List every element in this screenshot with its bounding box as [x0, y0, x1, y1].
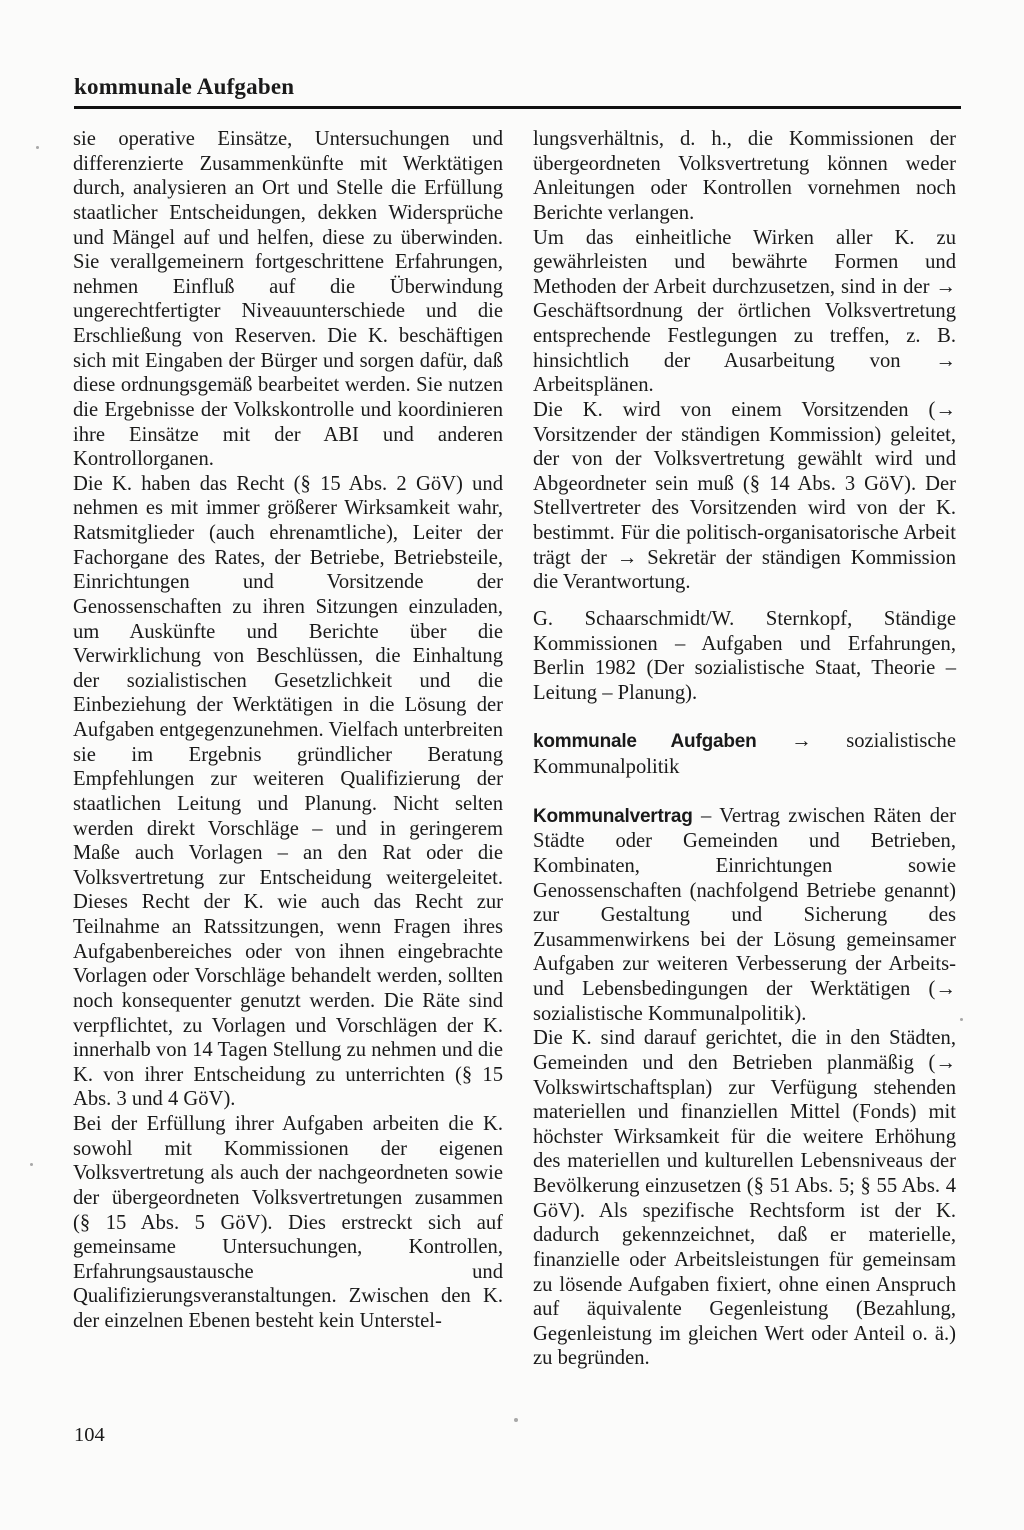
left-column: [73, 127, 503, 1334]
right-paragraph-2: Um das einheitliche Wirken aller K. zu gewährleisten und bewährte Formen und Methoden der Arbeit durchzusetzen, sind in der → Geschäftsordnung der örtlichen Volksvertretung entsprechende Festlegungen zu treffen, z. B. hinsichtlich der Ausarbeitung von → Arbeitsplänen.: [533, 226, 956, 397]
left-paragraph-1: sie operative Einsätze, Untersuchungen und differenzierte Zusammenkünfte mit Werktätigen durch, analysieren an Ort und Stelle die Erfüllung staatlicher Entscheidungen, dekken Widersprüche und Mängel auf und helfen, diese zu überwinden. Sie verallgemeinern fortgeschrittene Erfahrungen, nehmen Einfluß auf die Überwindung ungerechtfertigter Niveauunterschiede und die Erschließung von Reserven. Die K. beschäftigen sich mit Eingaben der Bürger und sorgen dafür, daß diese ordnungsgemäß bearbeitet werden. Sie nutzen die Ergebnisse der Volkskontrolle und koordinieren ihre Einsätze mit der ABI und anderen Kontrollorganen.: [73, 128, 503, 471]
scan-speck: [514, 1418, 518, 1422]
scan-speck: [960, 1018, 963, 1021]
running-header: [74, 72, 961, 109]
right-paragraph-3: Die K. wird von einem Vorsitzenden (→ Vorsitzender der ständigen Kommission) geleitet, der von der Volksvertretung gewählt wird und Abgeordneter sein muß (§ 14 Abs. 3 GöV). Der Stellvertreter des Vorsitzenden wird von der K. bestimmt. Für die politisch-organisatorische Arbeit trägt der → Sekretär der ständigen Kommission die Verantwortung.: [533, 398, 956, 594]
scan-speck: [30, 1163, 33, 1166]
entry-kommunale-aufgaben: [533, 729, 956, 779]
entry-kommunalvertrag: [533, 804, 956, 1027]
scan-speck: [36, 146, 39, 149]
header-title: kommunale Aufgaben: [74, 74, 295, 99]
left-paragraph-2: Die K. haben das Recht (§ 15 Abs. 2 GöV) und nehmen es mit immer größerer Wirksamkeit wahr, Ratsmitglieder (auch ehrenamtliche), Leiter der Fachorgane des Rates, der Betriebe, Betriebsteile, Einrichtungen und Vorsitzende der Genossenschaften zu ihren Sitzungen einzuladen, um Auskünfte und Berichte über die Verwirklichung von Beschlüssen, die Einhaltung der sozialistischen Gesetzlichkeit und die Einbeziehung der Werktätigen in die Lösung der Aufgaben entgegenzunehmen. Vielfach unterbreiten sie im Ergebnis gründlicher Beratung Empfehlungen zur weiteren Qualifizierung der staatlichen Leitung und Planung. Nicht selten werden direkt Vorschläge – und in geringerem Maße auch Vorlagen – an den Rat oder die Volksvertretung zur Entscheidung weitergeleitet. Dieses Recht der K. wie auch das Recht zur Teilnahme an Ratssitzungen, wenn Fragen ihres Aufgabenbereiches oder von ihnen eingebrachte Vorlagen oder Vorschläge behandelt werden, sollten noch konsequenter genutzt werden. Die Räte sind verpflichtet, zu Vorlagen und Vorschlägen der K. innerhalb von 14 Tagen Stellung zu nehmen und die K. von ihrer Entscheidung zu unterrichten (§ 15 Abs. 3 und 4 GöV).: [73, 472, 503, 1111]
page-number: 104: [74, 1424, 105, 1446]
entry-text-kommunale-aufgaben: → sozialistische Kommunalpolitik: [533, 730, 956, 778]
entry-kommunalvertrag-continuation: Die K. sind darauf gerichtet, die in den Städten, Gemeinden und den Betrieben planmäßig (→ Volkswirtschaftsplan) zur Verfügung stehenden materiellen und finanziellen Mittel (Fonds) mit höchster Wirksamkeit für die weitere Erhöhung des materiellen und kulturellen Lebensniveaus der Bevölkerung einzusetzen (§ 51 Abs. 5; § 55 Abs. 4 GöV). Als spezifische Rechtsform ist der K. dadurch gekennzeichnet, daß er materielle, finanzielle oder Arbeitsleistungen für gemeinsam zu lösende Aufgaben fixiert, ohne einen Anspruch auf äquivalente Gegenleistung (Bezahlung, Gegenleistung im gleichen Wert oder Anteil o. ä.) zu begründen.: [533, 1027, 956, 1370]
entry-term-kommunale-aufgaben: kommunale Aufgaben: [533, 731, 757, 753]
entry-text-kommunalvertrag: – Vertrag zwischen Räten der Städte oder Gemeinden und Betrieben, Kombinaten, Einrichtungen sowie Genossenschaften (nachfolgend Betriebe genannt) zur Gestaltung und Sicherung des Zusammenwirkens bei der Lösung gemeinsamer Aufgaben zur weiteren Verbesserung der Arbeits- und Lebensbedingungen der Werktätigen (→ sozialistische Kommunalpolitik).: [533, 804, 956, 1025]
right-column: [533, 127, 956, 1371]
left-paragraph-3: Bei der Erfüllung ihrer Aufgaben arbeiten die K. sowohl mit Kommissionen der eigenen Volksvertretung als auch der nachgeordneten sowie der übergeordneten Volksvertretungen zusammen (§ 15 Abs. 5 GöV). Dies erstreckt sich auf gemeinsame Untersuchungen, Kontrollen, Erfahrungsaustausche und Qualifizierungsveranstaltungen. Zwischen den K. der einzelnen Ebenen besteht kein Unterstel-: [73, 1113, 503, 1332]
entry-term-kommunalvertrag: Kommunalvertrag: [533, 805, 693, 827]
right-paragraph-1: lungsverhältnis, d. h., die Kommissionen der übergeordneten Volksvertretung können weder Anleitungen oder Kontrollen vornehmen noch Berichte verlangen.: [533, 128, 956, 224]
literature-citation: G. Schaarschmidt/W. Sternkopf, Ständige Kommissionen – Aufgaben und Erfahrungen, Berlin 1982 (Der sozialistische Staat, Theorie – Leitung – Planung).: [533, 607, 956, 704]
